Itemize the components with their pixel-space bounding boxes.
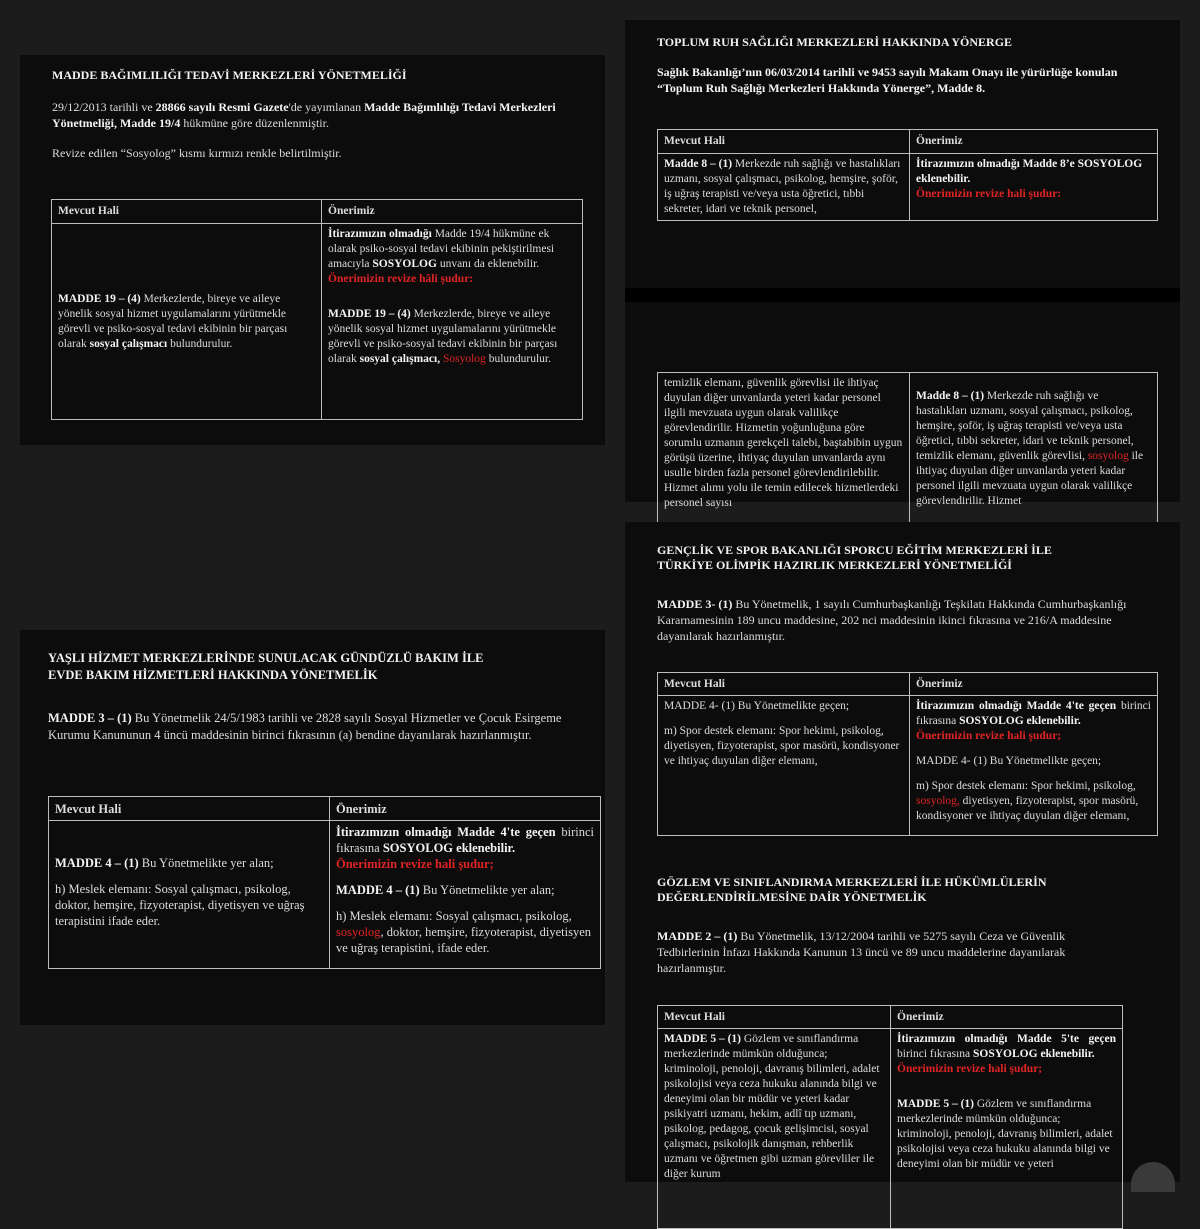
column-header-current: Mevcut Hali (658, 130, 910, 154)
current-text-cell: MADDE 4- (1) Bu Yönetmelikte geçen; m) Spor destek elemanı: Spor hekimi, psikolog, diyetisyen, fizyoterapist, spor masörü, kondisyoner ve ihtiyaç duyulan diğer elemanı, (658, 696, 910, 836)
revised-article: MADDE 19 – (4) Merkezlerde, bireye ve aileye yönelik sosyal hizmet uygulamalarını yürütmekle görevli ve psiko-sosyal tedavi ekibinin bir parçası olarak sosyal çalışmacı, Sosyolog bulundurulur. (328, 308, 558, 365)
section-title-gozlem-line-1: GÖZLEM VE SINIFLANDIRMA MERKEZLERİ İLE HÜKÜMLÜLERİN (657, 875, 1047, 889)
column-header-proposal: Önerimiz (910, 673, 1158, 696)
intro-paragraph-gozlem: MADDE 2 – (1) Bu Yönetmelik, 13/12/2004 tarihli ve 5275 sayılı Ceza ve Güvenlik Tedbirlerinin İnfazı Hakkında Kanunun 13 üncü ve 89 uncu maddelerine dayanılarak hazırlanmıştır. (657, 929, 1066, 975)
panel-yasli-hizmet (20, 630, 605, 1025)
comparison-table (657, 129, 1158, 221)
panel-genclik-ve-spor (625, 522, 1180, 1182)
panel-title-line-1: YAŞLI HİZMET MERKEZLERİNDE SUNULACAK GÜNDÜZLÜ BAKIM İLE (48, 651, 484, 665)
column-header-current: Mevcut Hali (658, 673, 910, 696)
column-header-current: Mevcut Hali (52, 200, 322, 224)
intro-paragraph: MADDE 3 – (1) Bu Yönetmelik 24/5/1983 tarihli ve 2828 sayılı Sosyal Hizmetler ve Çocuk Esirgeme Kurumu Kanununun 4 üncü maddesinin birinci fıkrasının (a) bendine dayanılarak hazırlanmıştır. (48, 711, 562, 742)
panel-madde-bagimliligi (20, 55, 605, 445)
comparison-table (657, 672, 1158, 836)
current-text-cell: temizlik elemanı, güvenlik görevlisi ile ihtiyaç duyulan diğer unvanlarda yeteri kadar personel ilgili mevzuata uygun olarak valilikçe görevlendirilir. Hizmetin yoğunluğuna göre sorumlu uzmanın gerekçeli talebi, baştabibin uygun görüşü üzerine, ihtiyaç duyulan unvanlarda aynı usulle birden fazla personel görevlendirilebilir. Hizmet alımı yolu ile temin edilecek hizmetlerdeki personel sayısı (658, 373, 910, 523)
proposal-text-cell: İtirazımızın olmadığı Madde 5'te geçen birinci fıkrasına SOSYOLOG eklenebilir. Önerimizin revize hali şudur; MADDE 5 – (1) Gözlem ve sınıflandırma merkezlerinde mümkün olduğunca; kriminoloji, penoloji, davranış bilimleri, adalet psikolojisi veya ceza hukuku alanında bilgi ve deneyimi olan bir müdür ve yeteri (891, 1029, 1123, 1229)
current-text-cell: MADDE 19 – (4) Merkezlerde, bireye ve aileye yönelik sosyal hizmet uygulamalarını yürütmekle görevli ve psiko-sosyal tedavi ekibinin bir parçası olarak sosyal çalışmacı bulundurulur. (52, 224, 322, 420)
revision-heading: Önerimizin revize hali şudur; (916, 730, 1062, 742)
chat-bubble-icon[interactable] (1131, 1162, 1175, 1192)
panel-title-line-1: GENÇLİK VE SPOR BAKANLIĞI SPORCU EĞİTİM MERKEZLERİ İLE (657, 543, 1052, 557)
intro-paragraph: 29/12/2013 tarihli ve 28866 sayılı Resmi Gazete'de yayımlanan Madde Bağımlılığı Tedavi Merkezleri Yönetmeliği, Madde 19/4 hükmüne göre düzenlenmiştir. (52, 100, 556, 130)
panel-toplum-ruh-sagligi (625, 20, 1180, 288)
column-header-proposal: Önerimiz (891, 1006, 1123, 1029)
panel-toplum-ruh-sagligi-continued (625, 302, 1180, 509)
divider-bar (625, 288, 1180, 302)
column-header-proposal: Önerimiz (322, 200, 583, 224)
proposal-text-cell: İtirazımızın olmadığı Madde 8’e SOSYOLOG eklenebilir. Önerimizin revize hali şudur: (910, 154, 1158, 221)
proposal-text-cell: İtirazımızın olmadığı Madde 4'te geçen birinci fıkrasına SOSYOLOG eklenebilir. Önerimizin revize hali şudur; MADDE 4 – (1) Bu Yönetmelikte yer alan; h) Meslek elemanı: Sosyal çalışmacı, psikolog, sosyolog, doktor, hemşire, fizyoterapist, diyetisyen ve uğraş terapistini, ifade eder. (330, 821, 601, 969)
revision-note: Revize edilen “Sosyolog” kısmı kırmızı renkle belirtilmiştir. (52, 146, 342, 160)
panel-title-line-2: TÜRKİYE OLİMPİK HAZIRLIK MERKEZLERİ YÖNETMELİĞİ (657, 558, 1012, 572)
column-header-proposal: Önerimiz (910, 130, 1158, 154)
intro-paragraph: MADDE 3- (1) Bu Yönetmelik, 1 sayılı Cumhurbaşkanlığı Teşkilatı Hakkında Cumhurbaşkanlığı Kararnamesinin 189 uncu maddesine, 202 nci maddesinin ikinci fıkrasına ve 216/A maddesine dayanılarak hazırlanmıştır. (657, 597, 1127, 643)
comparison-table-gozlem (657, 1005, 1123, 1229)
revision-heading: Önerimizin revize hali şudur: (916, 188, 1062, 200)
column-header-proposal: Önerimiz (330, 797, 601, 821)
proposal-text-cell: İtirazımızın olmadığı Madde 4'te geçen birinci fıkrasına SOSYOLOG eklenebilir. Önerimizin revize hali şudur; MADDE 4- (1) Bu Yönetmelikte geçen; m) Spor destek elemanı: Spor hekimi, psikolog, sosyolog, diyetisyen, fizyoterapist, spor masörü, kondisyoner ve ihtiyaç duyulan diğer elemanı, (910, 696, 1158, 836)
proposal-text-cell: Madde 8 – (1) Merkezde ruh sağlığı ve hastalıkları uzmanı, sosyal çalışmacı, psikolog, hemşire, şoför, iş uğraş terapisti ve/veya usta öğretici, tıbbi sekreter, idari ve teknik personel, temizlik elemanı, güvenlik görevlisi, sosyolog ile ihtiyaç duyulan diğer unvanlarda yeteri kadar personel ilgili mevzuata uygun olarak valilikçe görevlendirilir. Hizmet (910, 373, 1158, 523)
current-text-cell: MADDE 4 – (1) Bu Yönetmelikte yer alan; h) Meslek elemanı: Sosyal çalışmacı, psikolog, doktor, hemşire, fizyoterapist, diyetisyen ve uğraş terapistini ifade eder. (49, 821, 330, 969)
proposal-text-cell: İtirazımızın olmadığı Madde 19/4 hükmüne ek olarak psiko-sosyal tedavi ekibinin pekiştirilmesi amacıyla SOSYOLOG unvanı da eklenebilir. Önerimizin revize hâli şudur: MADDE 19 – (4) Merkezlerde, bireye ve aileye yönelik sosyal hizmet uygulamalarını yürütmekle görevli ve psiko-sosyal tedavi ekibinin bir parçası olarak sosyal çalışmacı, Sosyolog bulundurulur. (322, 224, 583, 420)
panel-title: TOPLUM RUH SAĞLIĞI MERKEZLERİ HAKKINDA YÖNERGE (657, 35, 1013, 49)
comparison-table (51, 199, 583, 420)
revision-heading: Önerimizin revize hali şudur; (897, 1063, 1043, 1075)
current-text-cell: Madde 8 – (1) Merkezde ruh sağlığı ve hastalıkları uzmanı, sosyal çalışmacı, psikolog, hemşire, şoför, iş uğraş terapisti ve/veya usta öğretici, tıbbi sekreter, idari ve teknik personel, (658, 154, 910, 221)
section-title-gozlem-line-2: DEĞERLENDİRİLMESİNE DAİR YÖNETMELİK (657, 890, 927, 904)
current-text-cell: MADDE 5 – (1) Gözlem ve sınıflandırma merkezlerinde mümkün olduğunca; kriminoloji, penoloji, davranış bilimleri, adalet psikolojisi veya ceza hukuku alanında bilgi ve deneyimi olan bir müdür ve yeteri kadar psikiyatri uzmanı, hekim, adlî tıp uzmanı, psikolog, pedagog, çocuk gelişimcisi, sosyal çalışmacı, psikolojik danışman, rehberlik uzmanı ve öğretmen gibi uzman görevliler ile diğer kurum (658, 1029, 891, 1229)
revision-heading: Önerimizin revize hâli şudur: (328, 273, 474, 285)
intro-paragraph: Sağlık Bakanlığı’nın 06/03/2014 tarihli ve 9453 sayılı Makam Onayı ile yürürlüğe konulan “Toplum Ruh Sağlığı Merkezleri Hakkında Yönerge”, Madde 8. (657, 65, 1118, 95)
column-header-current: Mevcut Hali (658, 1006, 891, 1029)
comparison-table (48, 796, 601, 969)
panel-title: MADDE BAĞIMLILIĞI TEDAVİ MERKEZLERİ YÖNETMELİĞİ (52, 68, 407, 82)
column-header-current: Mevcut Hali (49, 797, 330, 821)
revision-heading: Önerimizin revize hali şudur; (336, 857, 494, 871)
panel-title-line-2: EVDE BAKIM HİZMETLERİ HAKKINDA YÖNETMELİK (48, 668, 378, 682)
comparison-table-continued (657, 372, 1158, 523)
